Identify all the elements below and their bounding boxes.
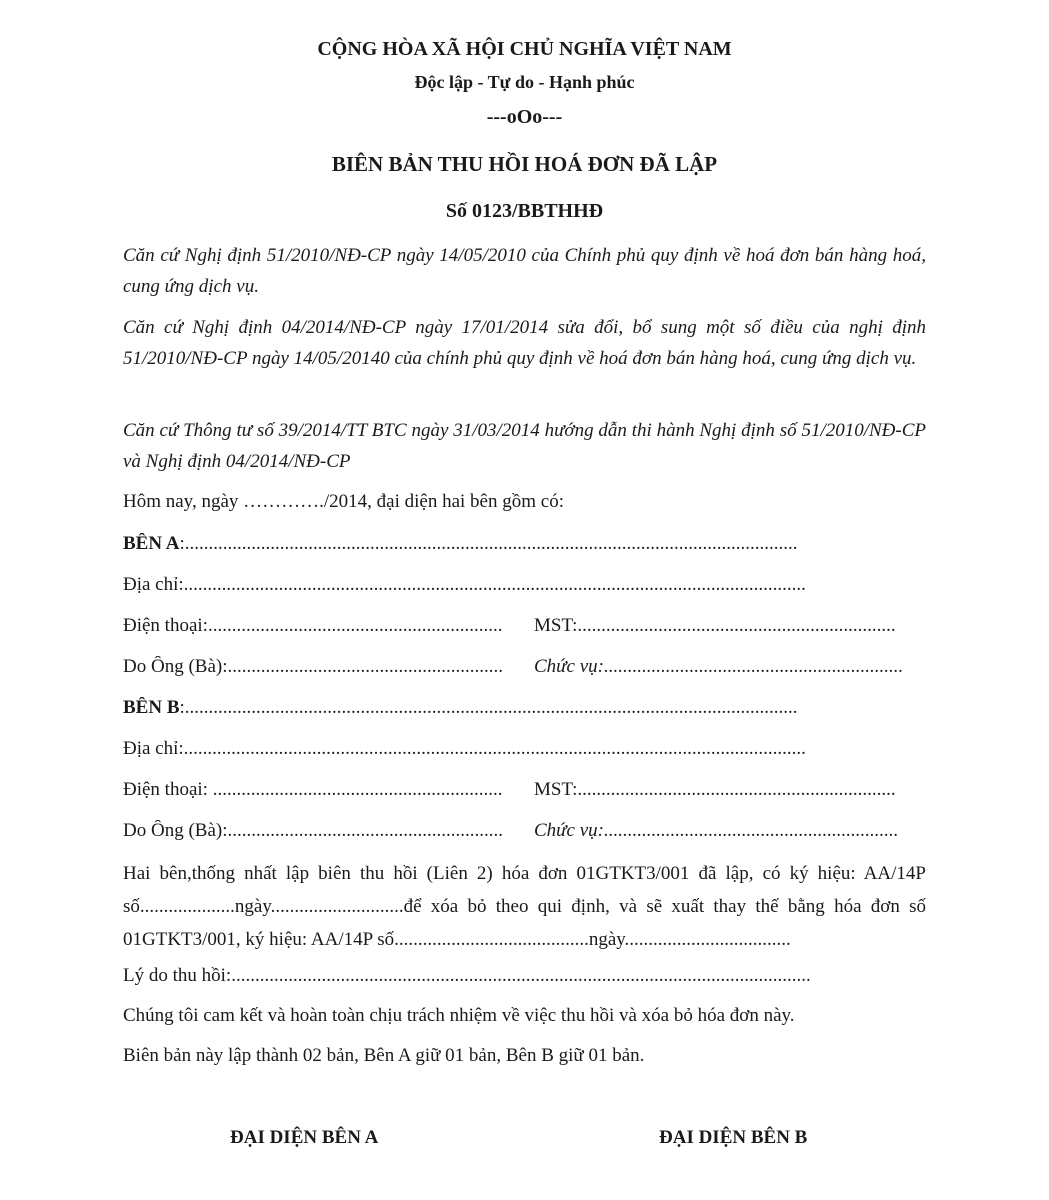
party-a-position: Chức vụ:............................................................... <box>534 656 904 677</box>
party-a-name-field: :................................................................................................................................. <box>179 533 798 554</box>
signature-party-a: ĐẠI DIỆN BÊN A <box>230 1127 379 1148</box>
copies-line: Biên bản này lập thành 02 bản, Bên A giữ 01 bản, Bên B giữ 01 bản. <box>123 1045 645 1066</box>
party-b-address: Địa chỉ:................................................................................................................................... <box>123 738 806 759</box>
party-b-label: BÊN B <box>123 697 180 718</box>
national-title: CỘNG HÒA XÃ HỘI CHỦ NGHĨA VIỆT NAM <box>317 38 732 60</box>
national-motto: Độc lập - Tự do - Hạnh phúc <box>414 72 635 92</box>
commitment-line: Chúng tôi cam kết và hoàn toàn chịu trách nhiệm về việc thu hồi và xóa bỏ hóa đơn này. <box>123 1005 795 1026</box>
legal-basis-1: Căn cứ Nghị định 51/2010/NĐ-CP ngày 14/05/2010 của Chính phủ quy định về hoá đơn bán hàng hoá, cung ứng dịch vụ. <box>123 245 926 297</box>
party-b-row <box>123 697 798 719</box>
legal-basis-2: Căn cứ Nghị định 04/2014/NĐ-CP ngày 17/01/2014 sửa đổi, bổ sung một số điều của nghị định 51/2010/NĐ-CP ngày 14/05/20140 của chính phủ quy định về hoá đơn bán hàng hoá, cung ứng dịch vụ. <box>123 317 926 369</box>
intro-line: Hôm nay, ngày …………./2014, đại diện hai bên gồm có: <box>123 491 564 512</box>
party-b-representative: Do Ông (Bà):.......................................................... <box>123 820 503 841</box>
party-a-representative: Do Ông (Bà):.......................................................... <box>123 656 503 677</box>
party-b-phone: Điện thoại: ............................................................. <box>123 779 503 800</box>
reason-line: Lý do thu hồi:.......................................................................................................................... <box>123 965 811 986</box>
document-number: Số 0123/BBTHHĐ <box>445 200 604 222</box>
party-b-name-field: :................................................................................................................................. <box>179 697 798 718</box>
ornament-divider: ---oOo--- <box>486 106 563 128</box>
party-a-label: BÊN A <box>123 533 180 554</box>
party-a-address: Địa chỉ:................................................................................................................................... <box>123 574 806 595</box>
party-a-phone: Điện thoại:.............................................................. <box>123 615 503 636</box>
party-a-tax-code: MST:................................................................... <box>534 615 896 636</box>
signature-party-b: ĐẠI DIỆN BÊN B <box>659 1127 808 1148</box>
party-b-position: Chức vụ:.............................................................. <box>534 820 899 841</box>
document-title: BIÊN BẢN THU HỒI HOÁ ĐƠN ĐÃ LẬP <box>331 152 718 176</box>
agreement-paragraph: Hai bên,thống nhất lập biên thu hồi (Liên 2) hóa đơn 01GTKT3/001 đã lập, có ký hiệu: AA/14P số....................ngày............................để xóa bỏ theo qui định, và sẽ xuất thay thế bằng hóa đơn số 01GTKT3/001, ký hiệu: AA/14P số.........................................ngày................................... <box>123 863 926 950</box>
party-b-tax-code: MST:................................................................... <box>534 779 896 800</box>
party-a-row <box>123 533 798 555</box>
legal-basis-3: Căn cứ Thông tư số 39/2014/TT BTC ngày 31/03/2014 hướng dẫn thi hành Nghị định số 51/2010/NĐ-CP và Nghị định 04/2014/NĐ-CP <box>123 420 926 472</box>
